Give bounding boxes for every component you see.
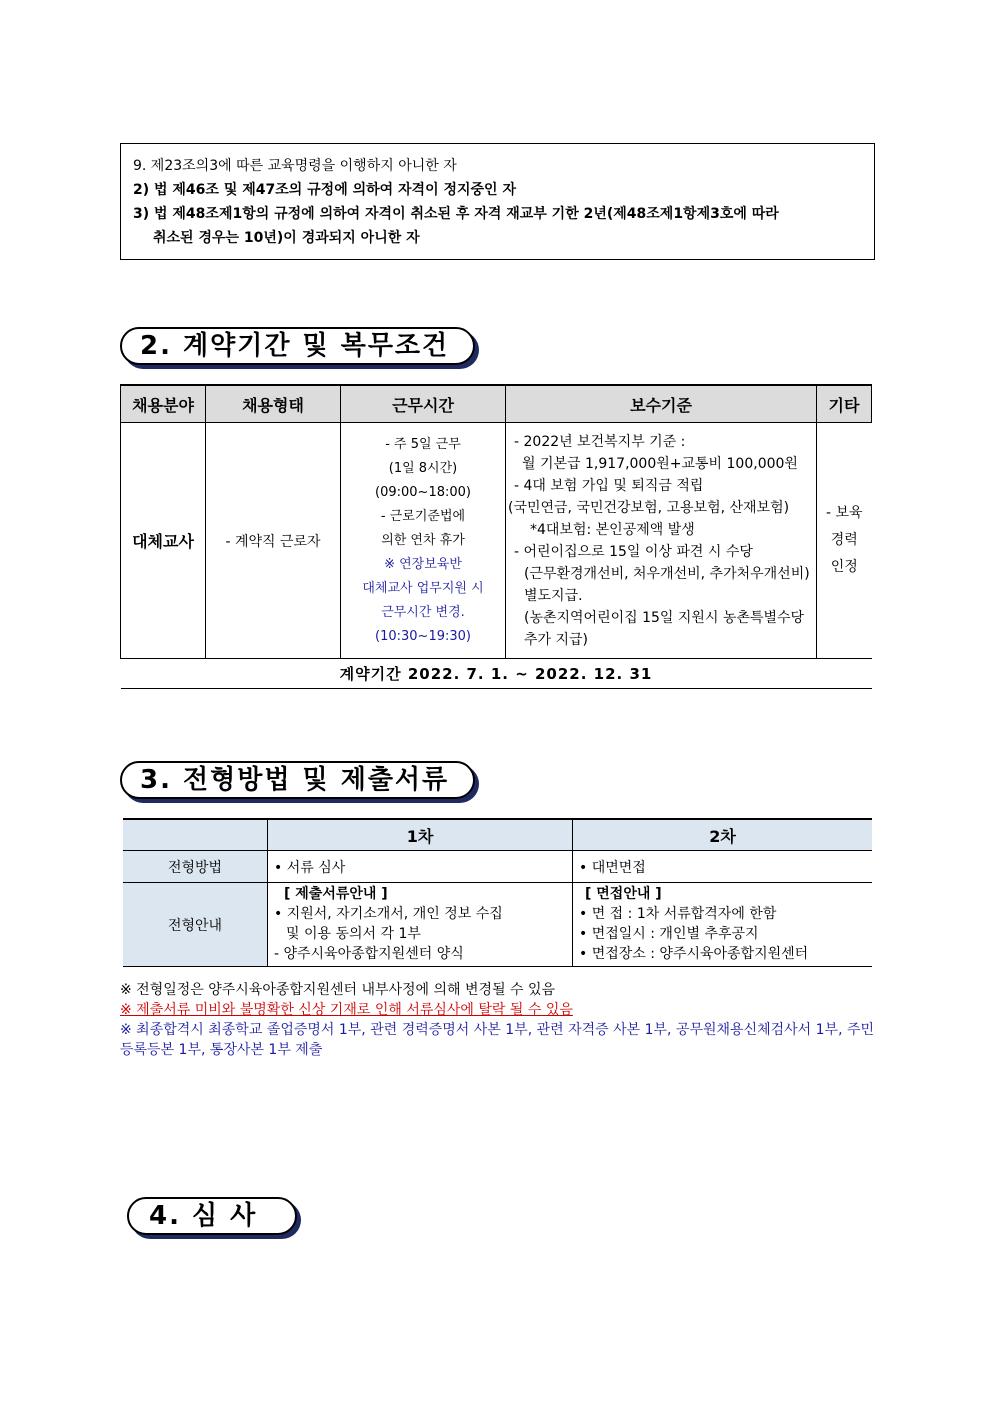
pay-line: (국민연금, 국민건강보험, 고용보험, 산재보험)	[508, 499, 790, 516]
hours-cell	[341, 423, 506, 659]
etc-line: - 보육	[825, 505, 863, 521]
header-type: 채용형태	[206, 385, 341, 423]
pay-line: 별도지급.	[524, 587, 583, 604]
section-3-title: 3. 전형방법 및 제출서류	[120, 761, 475, 799]
note-final-docs: ※ 최종합격시 최종학교 졸업증명서 1부, 관련 경력증명서 사본 1부, 관련 자격증 사본 1부, 공무원채용신체검사서 1부, 주민등록등본 1부, 통장사본 1부 제출	[120, 1022, 875, 1058]
header-field: 채용분야	[121, 385, 206, 423]
pay-line: 추가 지급)	[524, 631, 589, 648]
selection-table	[123, 818, 872, 967]
hours-line: 의한 연차 휴가	[381, 532, 465, 548]
row-method-round-2: • 대면면접	[573, 851, 873, 883]
section-2-title: 2. 계약기간 및 복무조건	[120, 327, 475, 365]
row-guide-round-1	[268, 883, 573, 967]
pay-line: (근무환경개선비, 처우개선비, 추가처우개선비)	[524, 565, 810, 582]
etc-cell	[817, 423, 872, 659]
docs-guide-line: • 지원서, 자기소개서, 개인 정보 수집	[274, 906, 503, 922]
interview-guide-line: • 면접장소 : 양주시육아종합지원센터	[579, 946, 809, 962]
docs-guide-heading: [ 제출서류안내 ]	[284, 886, 388, 902]
interview-guide-line: • 면 접 : 1차 서류합격자에 한함	[579, 906, 777, 922]
pay-line: 월 기본급 1,917,000원+교통비 100,000원	[522, 455, 798, 472]
etc-line: 인정	[830, 559, 858, 575]
header-round-2: 2차	[573, 819, 873, 851]
header-blank	[123, 819, 268, 851]
hours-line: (1일 8시간)	[388, 460, 458, 476]
disqualification-item-9: 9. 제23조의3에 따른 교육명령을 이행하지 아니한 자	[133, 158, 457, 174]
hours-note-line: (10:30~19:30)	[375, 628, 471, 644]
pay-line: - 어린이집으로 15일 이상 파견 시 수당	[514, 543, 753, 560]
disqualification-box	[120, 143, 875, 260]
header-round-1: 1차	[268, 819, 573, 851]
docs-guide-line: 및 이용 동의서 각 1부	[286, 926, 421, 942]
pay-line: - 2022년 보건복지부 기준 :	[514, 433, 686, 450]
note-schedule: ※ 전형일정은 양주시육아종합지원센터 내부사정에 의해 변경될 수 있음	[120, 982, 556, 998]
notes	[120, 980, 875, 1060]
section-4-title: 4. 심 사	[127, 1197, 297, 1235]
hours-note-line: 근무시간 변경.	[381, 604, 465, 620]
row-guide-round-2	[573, 883, 873, 967]
hours-line: - 근로기준법에	[380, 508, 466, 524]
hours-line: - 주 5일 근무	[385, 436, 461, 452]
etc-line: 경력	[830, 532, 858, 548]
row-method-round-1: • 서류 심사	[268, 851, 573, 883]
interview-guide-line: • 면접일시 : 개인별 추후공지	[579, 926, 759, 942]
row-guide-label: 전형안내	[123, 883, 268, 967]
contract-period: 계약기간 2022. 7. 1. ~ 2022. 12. 31	[121, 659, 872, 689]
row-method-label: 전형방법	[123, 851, 268, 883]
hours-note-line: 대체교사 업무지원 시	[362, 580, 484, 596]
pay-line: *4대보험: 본인공제액 발생	[530, 521, 695, 538]
disqualification-item-3: 3) 법 제48조제1항의 규정에 의하여 자격이 취소된 후 자격 재교부 기한 2년(제48조제1항제3호에 따라	[133, 206, 779, 222]
pay-line: (농촌지역어린이집 15일 지원시 농촌특별수당	[524, 609, 805, 626]
docs-guide-line: - 양주시육아종합지원센터 양식	[274, 946, 464, 962]
pay-line: - 4대 보험 가입 및 퇴직금 적립	[514, 477, 704, 494]
header-etc: 기타	[817, 385, 872, 423]
type-cell: - 계약직 근로자	[206, 423, 341, 659]
disqualification-item-3-cont: 취소된 경우는 10년)이 경과되지 아니한 자	[153, 230, 420, 246]
interview-guide-heading: [ 면접안내 ]	[585, 886, 662, 902]
hours-line: (09:00~18:00)	[375, 484, 471, 500]
header-hours: 근무시간	[341, 385, 506, 423]
header-pay: 보수기준	[506, 385, 817, 423]
pay-cell	[506, 423, 817, 659]
contract-table	[120, 384, 872, 689]
field-cell: 대체교사	[121, 423, 206, 659]
hours-note-line: ※ 연장보육반	[384, 556, 462, 572]
disqualification-item-2: 2) 법 제46조 및 제47조의 규정에 의하여 자격이 정지중인 자	[133, 182, 516, 198]
note-disqualify: ※ 제출서류 미비와 불명확한 신상 기재로 인해 서류심사에 탈락 될 수 있음	[120, 1002, 573, 1018]
